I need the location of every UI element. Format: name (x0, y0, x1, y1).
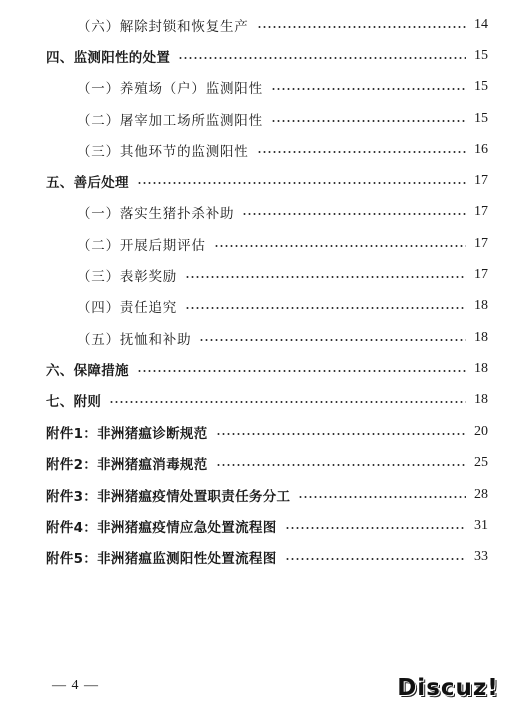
toc-entry[interactable] (0, 139, 516, 161)
toc-entry-page: 15 (474, 111, 488, 126)
toc-entry-page: 18 (474, 298, 488, 313)
toc-entry[interactable] (0, 14, 516, 36)
toc-entry[interactable] (0, 201, 516, 223)
toc-entry-title: 五、善后处理 (46, 175, 129, 191)
toc-entry-title: 六、保障措施 (46, 363, 129, 379)
toc-entry-page: 14 (474, 17, 488, 32)
dot-leader (137, 182, 466, 184)
toc-entry-title: 四、监测阳性的处置 (46, 50, 171, 66)
toc-entry-title: （三）表彰奖励 (77, 269, 178, 285)
toc-entry[interactable] (0, 233, 516, 255)
dot-leader (214, 245, 466, 247)
dot-leader (216, 464, 467, 466)
toc-entry-page: 17 (474, 236, 488, 251)
toc-entry-page: 28 (474, 487, 488, 502)
toc-entry-page: 15 (474, 79, 488, 94)
toc-entry-title: 附件5：非洲猪瘟监测阳性处置流程图 (46, 551, 277, 567)
toc-entry[interactable] (0, 546, 516, 568)
toc-entry-page: 25 (474, 455, 488, 470)
toc-entry-page: 31 (474, 518, 488, 533)
discuz-watermark (394, 672, 502, 704)
toc-entry-title: 附件1：非洲猪瘟诊断规范 (46, 426, 208, 442)
dot-leader (257, 151, 466, 153)
toc-entry-page: 18 (474, 330, 488, 345)
dot-leader (109, 401, 466, 403)
toc-entry-title: （一）养殖场（户）监测阳性 (77, 81, 263, 97)
toc-entry-page: 18 (474, 361, 488, 376)
toc-entry[interactable] (0, 327, 516, 349)
toc-entry-title: （四）责任追究 (77, 300, 178, 316)
dot-leader (185, 276, 466, 278)
toc-entry[interactable] (0, 295, 516, 317)
toc-entry-title: （五）抚恤和补助 (77, 332, 192, 348)
dot-leader (285, 558, 467, 560)
toc-entry-page: 15 (474, 48, 488, 63)
toc-entry[interactable] (0, 358, 516, 380)
dot-leader (257, 26, 466, 28)
toc-entry-title: （二）开展后期评估 (77, 238, 206, 254)
toc-entry[interactable] (0, 45, 516, 67)
dot-leader (271, 120, 466, 122)
toc-entry-page: 17 (474, 173, 488, 188)
toc-entry[interactable] (0, 170, 516, 192)
toc-entry-title: （二）屠宰加工场所监测阳性 (77, 113, 263, 129)
dot-leader (285, 527, 467, 529)
toc-entry[interactable] (0, 484, 516, 506)
dot-leader (199, 339, 466, 341)
toc-entry[interactable] (0, 76, 516, 98)
dot-leader (242, 213, 466, 215)
page-number: — 4 — (52, 678, 99, 693)
dot-leader (271, 88, 466, 90)
toc-entry[interactable] (0, 515, 516, 537)
toc-entry-title: （六）解除封锁和恢复生产 (77, 19, 249, 35)
toc-entry-page: 17 (474, 204, 488, 219)
watermark-text: Discuz! (397, 675, 499, 701)
toc-entry-title: 附件4：非洲猪瘟疫情应急处置流程图 (46, 520, 277, 536)
toc-entry-title: （三）其他环节的监测阳性 (77, 144, 249, 160)
toc-entry-title: 附件3：非洲猪瘟疫情处置职责任务分工 (46, 489, 291, 505)
dot-leader (185, 307, 466, 309)
toc-entry[interactable] (0, 108, 516, 130)
dot-leader (216, 433, 467, 435)
toc-entry[interactable] (0, 421, 516, 443)
toc-entry-page: 33 (474, 549, 488, 564)
toc-entry-title: （一）落实生猪扑杀补助 (77, 206, 235, 222)
toc-entry[interactable] (0, 452, 516, 474)
toc-entry-page: 20 (474, 424, 488, 439)
dot-leader (298, 496, 466, 498)
toc-entry-title: 七、附则 (46, 394, 102, 410)
dot-leader (137, 370, 466, 372)
toc-entry-page: 17 (474, 267, 488, 282)
toc-entry[interactable] (0, 264, 516, 286)
toc-entry-page: 16 (474, 142, 488, 157)
dot-leader (178, 57, 466, 59)
toc-entry-page: 18 (474, 392, 488, 407)
toc-entry-title: 附件2：非洲猪瘟消毒规范 (46, 457, 208, 473)
toc-entry[interactable] (0, 389, 516, 411)
